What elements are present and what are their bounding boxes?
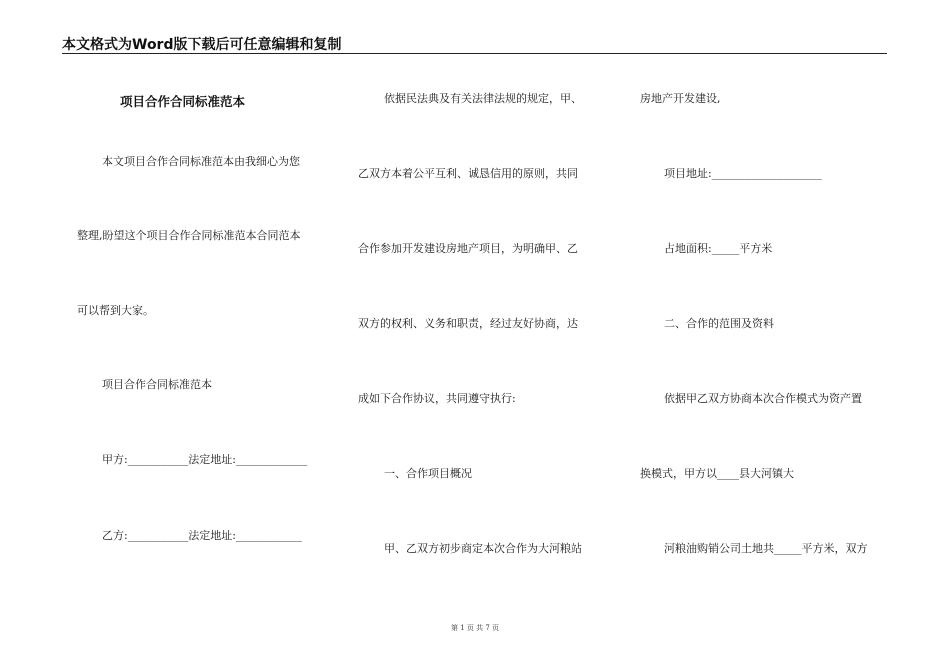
document-header: 本文格式为Word版下载后可任意编辑和复制	[62, 37, 342, 53]
body-line: 依据民法典及有关法律法规的规定，甲、	[384, 92, 582, 105]
body-line: 依据甲乙双方协商本次合作模式为资产置	[664, 392, 862, 405]
section-heading: 二、合作的范围及资料	[664, 317, 774, 330]
body-line: 合作参加开发建设房地产项目，为明确甲、乙	[358, 242, 578, 255]
body-line: 河粮油购销公司土地共_____平方米，双方	[664, 542, 868, 555]
project-address-line: 项目地址:____________________	[664, 167, 822, 180]
body-line: 可以帮到大家。	[77, 304, 154, 317]
body-line: 甲、乙双方初步商定本次合作为大河粮站	[384, 542, 582, 555]
body-line: 整理,盼望这个项目合作合同标准范本合同范本	[77, 229, 301, 242]
body-line: 乙双方本着公平互利、诚恳信用的原则，共同	[358, 167, 578, 180]
party-a-line: 甲方:___________法定地址:_____________	[102, 453, 308, 466]
body-line: 双方的权利、义务和职责，经过友好协商，达	[358, 317, 578, 330]
body-line: 换模式，甲方以____县大河镇大	[640, 467, 794, 480]
body-line: 项目合作合同标准范本	[102, 378, 212, 391]
document-title: 项目合作合同标准范本	[120, 94, 246, 109]
body-line: 房地产开发建设,	[640, 92, 721, 105]
section-heading: 一、合作项目概况	[384, 467, 472, 480]
header-rule	[62, 53, 887, 54]
land-area-line: 占地面积:_____平方米	[664, 242, 773, 255]
body-line: 成如下合作协议，共同遵守执行:	[358, 392, 516, 405]
body-line: 本文项目合作合同标准范本由我细心为您	[102, 155, 300, 168]
party-b-line: 乙方:___________法定地址:____________	[102, 529, 302, 542]
page-number: 第 1 页 共 7 页	[450, 624, 500, 632]
